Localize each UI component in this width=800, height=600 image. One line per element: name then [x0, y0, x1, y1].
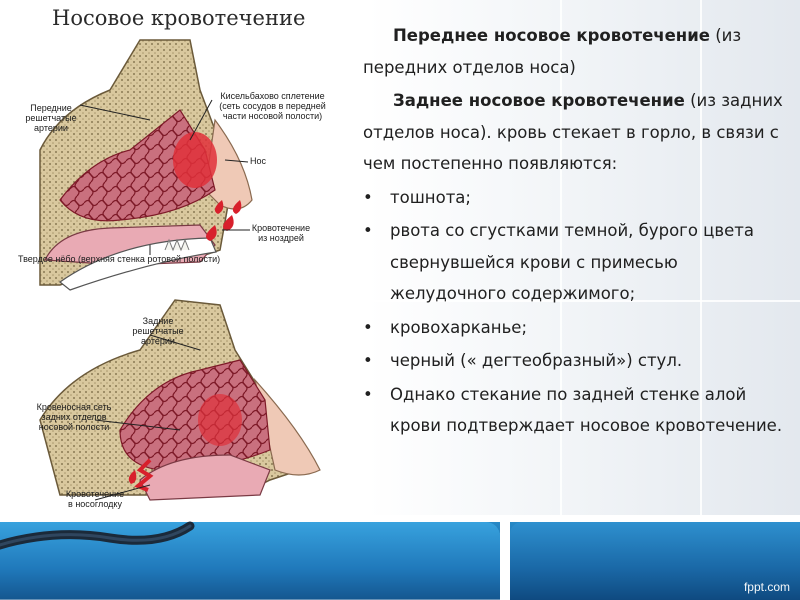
footer-card-divider	[500, 515, 510, 600]
anterior-bleeding-paragraph	[363, 20, 795, 83]
label-anterior-ethmoid-arteries: Передние решетчатые артерии	[25, 103, 77, 133]
anterior-bleeding-desc: (из передних отделов носа)	[363, 26, 742, 77]
bullet-icon: •	[363, 317, 373, 337]
label-nasopharynx-bleeding: Кровотечение в носоглодку	[65, 489, 125, 509]
symptom-text: рвота со сгустками темной, бурого цвета свернувшейся крови с примесью желудочного содержимого;	[390, 221, 755, 303]
posterior-bleeding-desc: (из задних отделов носа). кровь стекает в горло, в связи с чем постепенно появляются:	[363, 91, 783, 173]
label-posterior-vascular-network: Кровеносная сеть задних отделов носовой полости	[36, 402, 112, 432]
label-nostril-bleeding: Кровотечение из ноздрей	[251, 223, 311, 243]
symptom-text: Однако стекание по задней стенке алой крови подтверждает носовое кровотечение.	[390, 384, 783, 435]
symptom-list-item	[363, 182, 795, 214]
symptom-list-item	[363, 379, 795, 442]
posterior-bleeding-paragraph	[363, 85, 795, 180]
symptom-list-item	[363, 312, 795, 344]
label-hard-palate: Твердое нёбо (верхняя стенка ротовой полости)	[18, 254, 221, 264]
label-posterior-ethmoid-arteries: Задние решетчатые артерии	[132, 316, 184, 346]
label-nose: Нос	[250, 156, 267, 166]
symptom-text: черный (« дегтеобразный») стул.	[390, 351, 683, 370]
bullet-icon: •	[363, 384, 373, 404]
slide-text	[363, 20, 795, 444]
anterior-bleeding-diagram	[8, 32, 338, 290]
anterior-bleeding-term: Переднее носовое кровотечение	[393, 26, 710, 45]
bullet-icon: •	[363, 187, 373, 207]
bullet-icon: •	[363, 351, 373, 370]
symptom-text: тошнота;	[390, 187, 471, 207]
figure-panel	[0, 0, 350, 515]
fppt-watermark: fppt.com	[743, 580, 790, 594]
symptom-list-item	[363, 215, 795, 310]
figure-title: Носовое кровотечение	[52, 6, 306, 30]
label-kiesselbach-plexus: Кисельбахово сплетение (сеть сосудов в передней части носовой полости)	[219, 91, 326, 121]
posterior-bleeding-term: Заднее носовое кровотечение	[393, 91, 685, 110]
symptom-list-item	[363, 345, 795, 377]
symptom-text: кровохарканье;	[390, 317, 528, 337]
bullet-icon: •	[363, 221, 373, 240]
stethoscope-tube-icon	[0, 508, 200, 578]
